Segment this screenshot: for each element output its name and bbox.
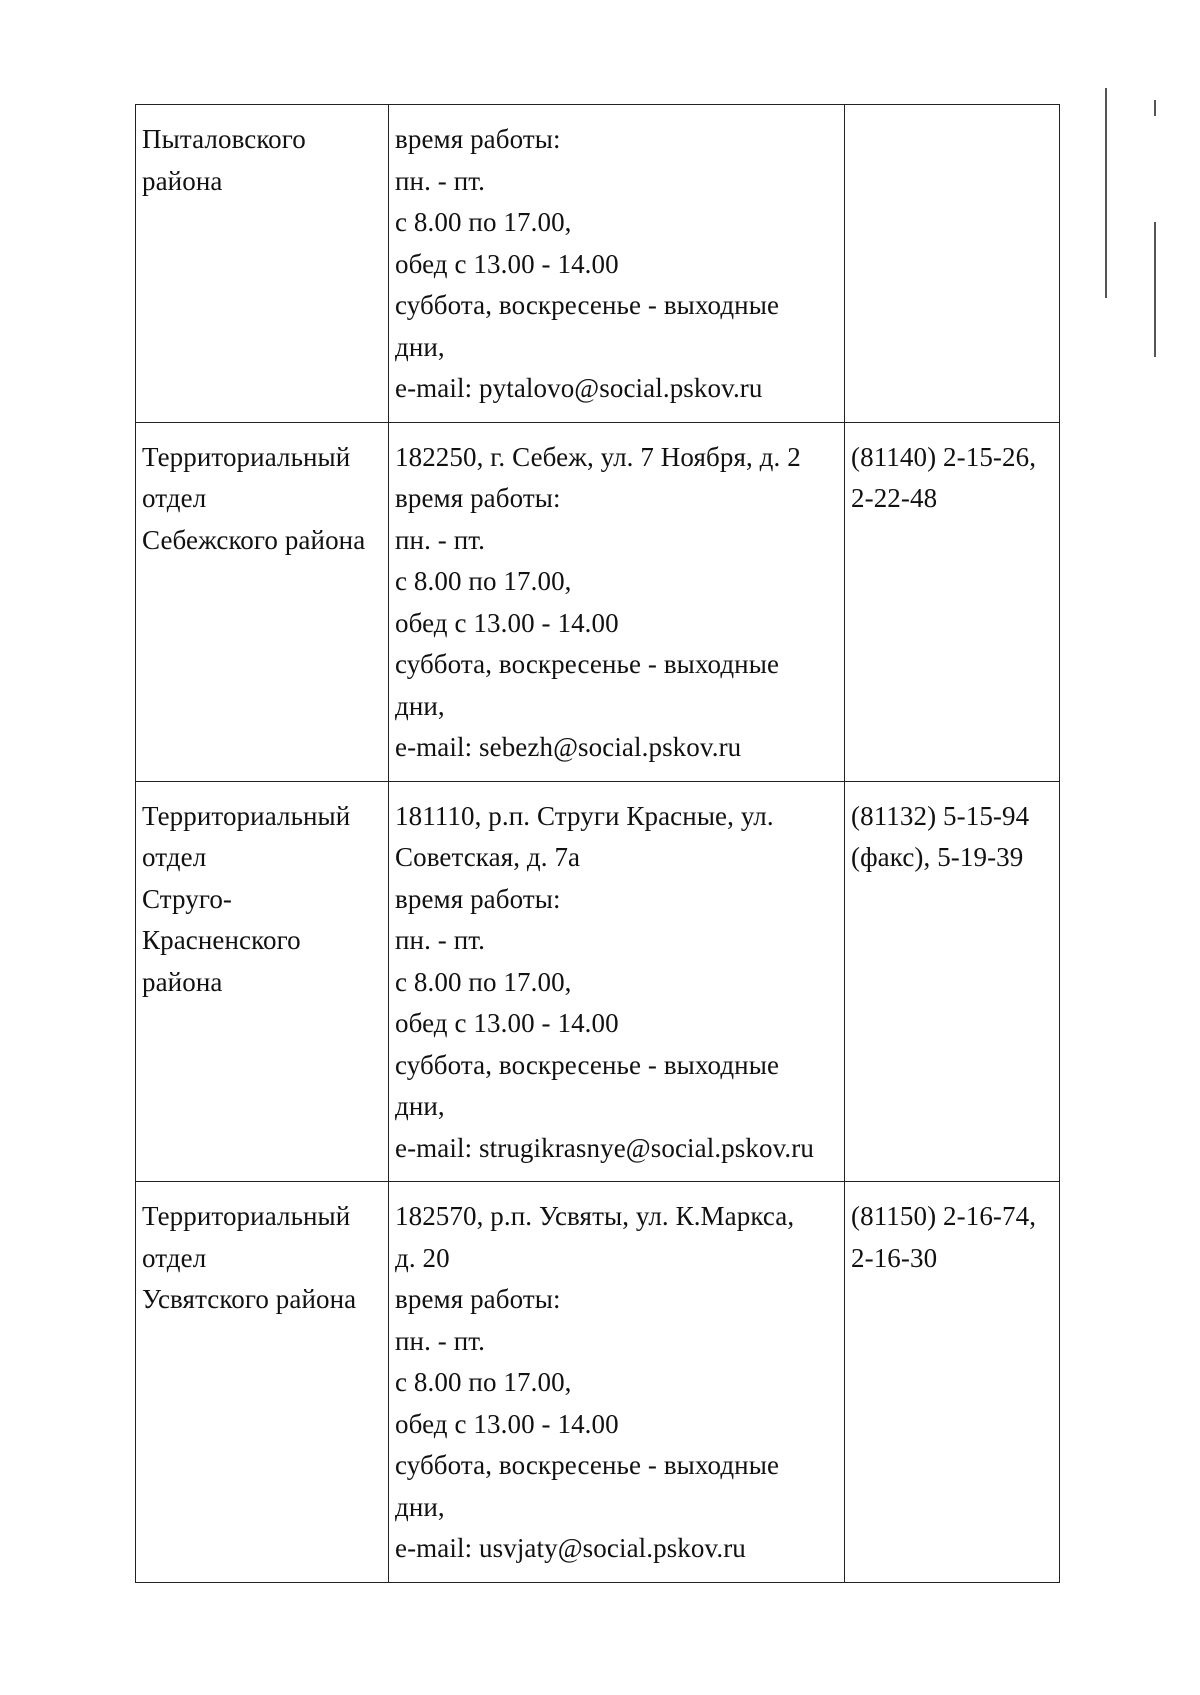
department-line: Усвятского района <box>142 1284 357 1314</box>
phone-cell <box>845 1182 1060 1583</box>
address-line: обед с 13.00 - 14.00 <box>395 248 619 279</box>
phone-cell <box>845 105 1060 423</box>
address-line: суббота, воскресенье - выходные <box>395 290 780 320</box>
department-cell <box>136 1182 389 1583</box>
address-line: суббота, воскресенье - выходные <box>395 1049 780 1080</box>
department-line: отдел <box>142 1242 207 1273</box>
address-cell <box>389 422 845 781</box>
scan-artifact <box>1154 100 1156 116</box>
address-line: пн. - пт. <box>395 524 486 555</box>
address-line: суббота, воскресенье - выходные <box>395 649 780 679</box>
department-line: района <box>142 966 223 997</box>
address-line: 182250, г. Себеж, ул. 7 Ноября, д. 2 <box>395 441 801 472</box>
department-line: Территориальный <box>142 1201 351 1231</box>
table-row <box>136 781 1060 1182</box>
address-line: обед с 13.00 - 14.00 <box>395 607 619 638</box>
department-line: Пыталовского <box>142 124 306 154</box>
department-cell <box>136 105 389 423</box>
department-line: Красненского <box>142 925 301 955</box>
department-line: отдел <box>142 842 207 872</box>
address-line: с 8.00 по 17.00, <box>395 966 572 997</box>
department-line: отдел <box>142 483 207 513</box>
address-line: с 8.00 по 17.00, <box>395 1367 572 1397</box>
address-line: 181110, р.п. Струги Красные, ул. <box>395 800 774 831</box>
department-line: Территориальный <box>142 800 351 831</box>
address-cell <box>389 105 845 423</box>
address-line: Советская, д. 7а <box>395 842 581 872</box>
address-cell <box>389 781 845 1182</box>
department-line: Территориальный <box>142 441 351 472</box>
address-line: время работы: <box>395 124 561 154</box>
phone-line: (81140) 2-15-26, <box>851 441 1037 472</box>
departments-table <box>135 104 1060 1583</box>
address-line: время работы: <box>395 883 561 914</box>
address-line: дни, <box>395 1091 445 1121</box>
address-line: обед с 13.00 - 14.00 <box>395 1008 619 1038</box>
address-cell <box>389 1182 845 1583</box>
address-line: с 8.00 по 17.00, <box>395 566 572 596</box>
email-line: e-mail: pytalovo@social.pskov.ru <box>395 373 763 403</box>
email-line: e-mail: usvjaty@social.pskov.ru <box>395 1533 746 1563</box>
address-line: пн. - пт. <box>395 165 486 196</box>
email-line: e-mail: sebezh@social.pskov.ru <box>395 732 742 762</box>
phone-line: 2-22-48 <box>851 483 938 513</box>
phone-cell <box>845 422 1060 781</box>
address-line: суббота, воскресенье - выходные <box>395 1450 780 1480</box>
department-line: района <box>142 165 223 196</box>
phone-cell <box>845 781 1060 1182</box>
address-line: дни, <box>395 690 445 721</box>
department-line: Себежского района <box>142 524 366 555</box>
address-line: дни, <box>395 331 445 362</box>
department-cell <box>136 781 389 1182</box>
address-line: пн. - пт. <box>395 1325 486 1356</box>
table-row <box>136 105 1060 423</box>
table-row <box>136 1182 1060 1583</box>
address-line: время работы: <box>395 483 561 513</box>
table-row <box>136 422 1060 781</box>
address-line: время работы: <box>395 1284 561 1314</box>
phone-line: (81150) 2-16-74, <box>851 1201 1037 1231</box>
scan-artifact <box>1105 88 1107 298</box>
address-line: с 8.00 по 17.00, <box>395 207 572 237</box>
email-line: e-mail: strugikrasnye@social.pskov.ru <box>395 1132 814 1163</box>
address-line: пн. - пт. <box>395 925 486 955</box>
address-line: дни, <box>395 1491 445 1522</box>
phone-line: (факс), 5-19-39 <box>851 842 1024 872</box>
address-line: 182570, р.п. Усвяты, ул. К.Маркса, <box>395 1201 795 1231</box>
phone-line: (81132) 5-15-94 <box>851 800 1030 831</box>
scan-artifact <box>1154 222 1156 357</box>
phone-line: 2-16-30 <box>851 1242 938 1273</box>
table-body <box>136 105 1060 1583</box>
department-cell <box>136 422 389 781</box>
department-line: Струго- <box>142 883 233 914</box>
address-line: обед с 13.00 - 14.00 <box>395 1408 619 1439</box>
address-line: д. 20 <box>395 1242 450 1273</box>
